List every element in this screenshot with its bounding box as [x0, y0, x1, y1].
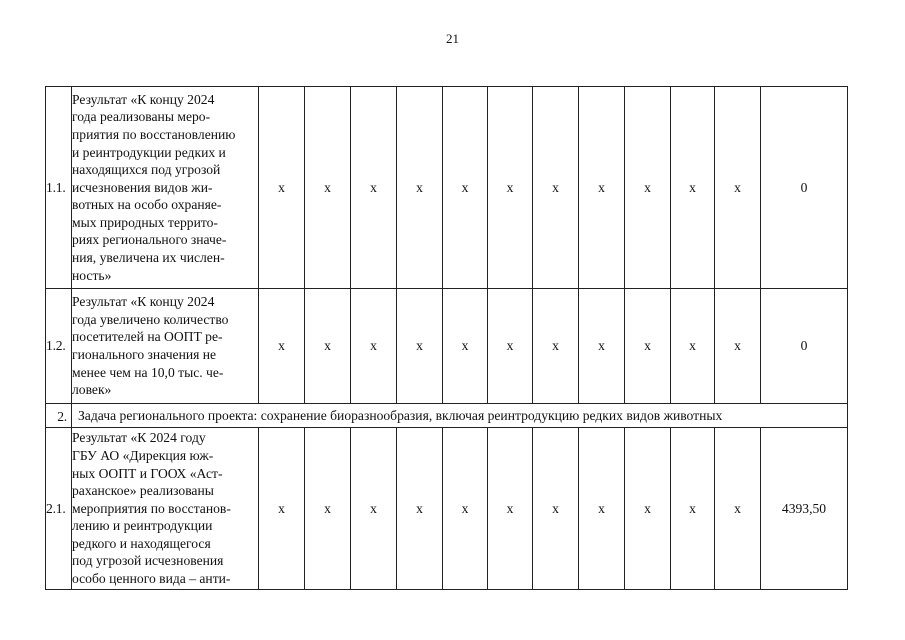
description-line: риях регионального значе- [72, 232, 227, 248]
x-cell: x [259, 428, 305, 590]
x-cell: x [671, 428, 715, 590]
x-cell: x [533, 87, 579, 289]
description-line: исчезновения видов жи- [72, 179, 213, 195]
x-cell: x [488, 87, 533, 289]
total-value: 4393,50 [761, 428, 848, 590]
x-cell: x [625, 87, 671, 289]
x-cell: x [579, 428, 625, 590]
x-cell: x [351, 289, 397, 404]
x-cell: x [715, 428, 761, 590]
table-row [46, 289, 848, 404]
result-description [72, 428, 259, 590]
description-line: вотных на особо охраняе- [72, 197, 222, 213]
x-cell: x [671, 87, 715, 289]
x-cell: x [443, 428, 488, 590]
x-cell: x [625, 289, 671, 404]
description-line: лению и реинтродукции [72, 518, 213, 534]
total-value: 0 [761, 87, 848, 289]
x-cell: x [443, 289, 488, 404]
x-cell: x [488, 289, 533, 404]
x-cell: x [671, 289, 715, 404]
description-line: года реализованы меро- [72, 109, 211, 125]
table-row [46, 87, 848, 289]
description-line: ных ООПТ и ГООХ «Аст- [72, 465, 223, 481]
description-line: ГБУ АО «Дирекция юж- [72, 447, 214, 463]
description-line: мероприятия по восстанов- [72, 500, 231, 516]
x-cell: x [397, 289, 443, 404]
description-line: и реинтродукции редких и [72, 144, 226, 160]
x-cell: x [305, 87, 351, 289]
description-line: ловек» [72, 382, 112, 398]
budget-table [45, 86, 848, 590]
x-cell: x [397, 428, 443, 590]
description-line: менее чем на 10,0 тыс. че- [72, 364, 224, 380]
x-cell: x [533, 289, 579, 404]
description-line: ния, увеличена их числен- [72, 250, 225, 266]
row-number: 2.1. [46, 428, 72, 590]
table-row [46, 404, 848, 428]
x-cell: x [533, 428, 579, 590]
x-cell: x [305, 289, 351, 404]
description-line: приятия по восстановлению [72, 126, 236, 142]
x-cell: x [259, 87, 305, 289]
x-cell: x [579, 87, 625, 289]
x-cell: x [579, 289, 625, 404]
x-cell: x [715, 289, 761, 404]
description-line: гионального значения не [72, 347, 217, 362]
x-cell: x [259, 289, 305, 404]
row-number: 1.2. [46, 289, 72, 404]
row-number: 2. [46, 404, 72, 428]
x-cell: x [397, 87, 443, 289]
description-line: мых природных террито- [72, 214, 218, 230]
result-description [72, 289, 259, 404]
x-cell: x [351, 87, 397, 289]
x-cell: x [305, 428, 351, 590]
task-description: Задача регионального проекта: сохранение биоразнообразия, включая реинтродукцию редких видов животных [72, 404, 848, 428]
description-line: посетителей на ООПТ ре- [72, 329, 223, 345]
description-line: года увеличено количество [72, 311, 229, 327]
x-cell: x [351, 428, 397, 590]
description-line: под угрозой исчезновения [72, 553, 224, 569]
description-line: редкого и находящегося [72, 535, 211, 551]
total-value: 0 [761, 289, 848, 404]
description-line: Результат «К концу 2024 [72, 91, 215, 107]
table-row [46, 428, 848, 590]
page-number: 21 [446, 31, 459, 46]
description-line: Результат «К концу 2024 [72, 294, 215, 310]
result-description [72, 87, 259, 289]
description-line: находящихся под угрозой [72, 162, 221, 178]
x-cell: x [488, 428, 533, 590]
description-line: ность» [72, 267, 112, 283]
description-line: особо ценного вида – анти- [72, 571, 231, 587]
row-number: 1.1. [46, 87, 72, 289]
x-cell: x [625, 428, 671, 590]
description-line: раханское» реализованы [72, 483, 214, 499]
x-cell: x [443, 87, 488, 289]
x-cell: x [715, 87, 761, 289]
description-line: Результат «К 2024 году [72, 430, 206, 446]
